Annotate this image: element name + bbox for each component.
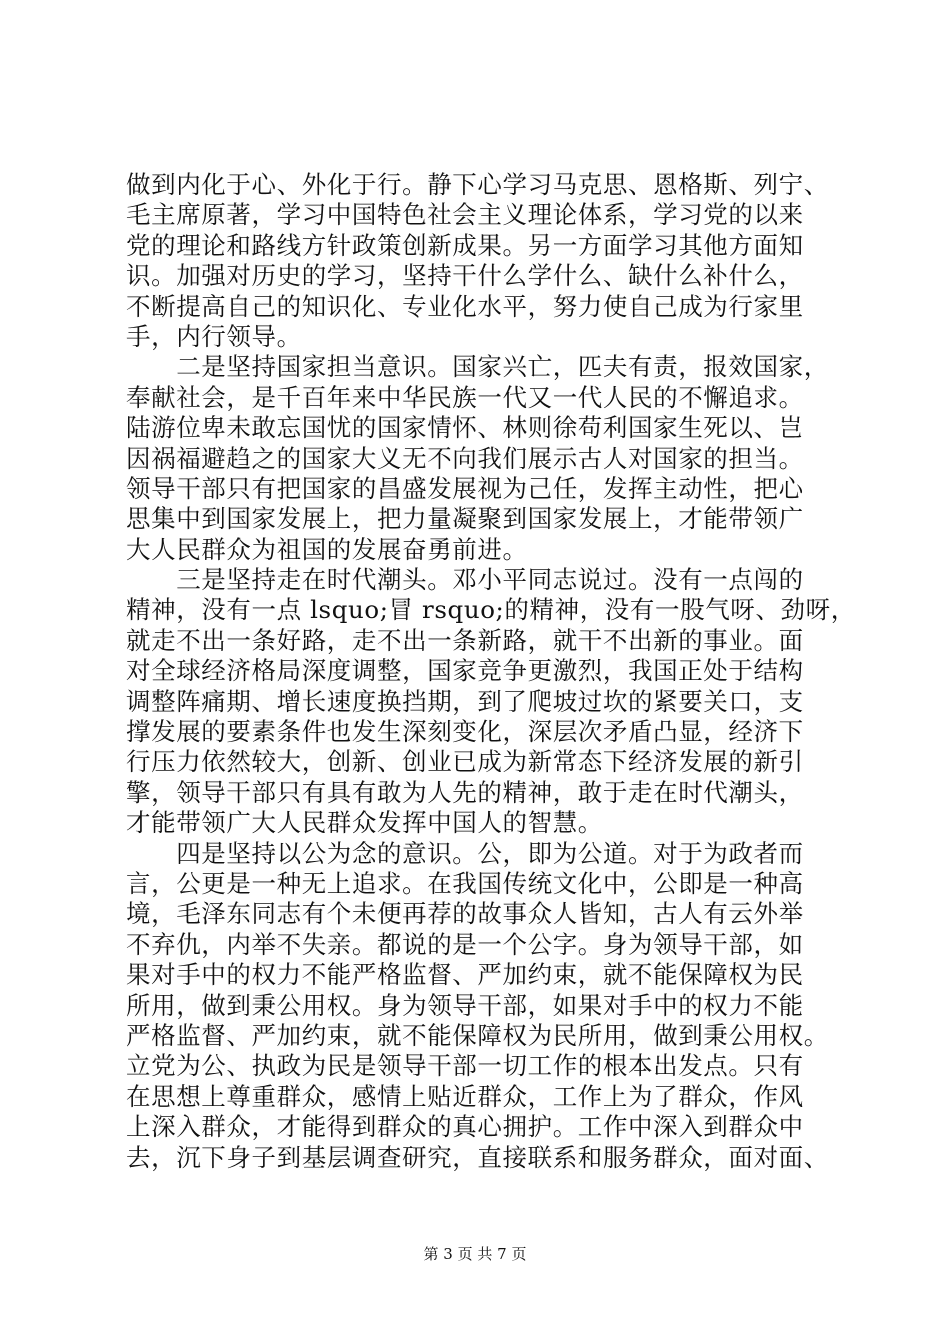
text-line: 擎，领导干部只有具有敢为人先的精神，敢于走在时代潮头， [126, 777, 804, 807]
text-line: 行压力依然较大，创新、创业已成为新常态下经济发展的新引 [126, 747, 804, 777]
text-line: 四是坚持以公为念的意识。公，即为公道。对于为政者而 [126, 838, 804, 868]
text-line: 果对手中的权力不能严格监督、严加约束，就不能保障权为民 [126, 960, 804, 990]
text-line: 去，沉下身子到基层调查研究，直接联系和服务群众，面对面、 [126, 1142, 829, 1172]
text-line: 党的理论和路线方针政策创新成果。另一方面学习其他方面知 [126, 230, 804, 260]
text-line: 陆游位卑未敢忘国忧的国家情怀、林则徐苟利国家生死以、岂 [126, 413, 804, 443]
text-line: 领导干部只有把国家的昌盛发展视为己任，发挥主动性，把心 [126, 473, 804, 503]
text-line: 毛主席原著，学习中国特色社会主义理论体系，学习党的以来 [126, 200, 804, 230]
text-line: 立党为公、执政为民是领导干部一切工作的根本出发点。只有 [126, 1051, 804, 1081]
text-line: 撑发展的要素条件也发生深刻变化，深层次矛盾凸显，经济下 [126, 717, 804, 747]
text-line: 大人民群众为祖国的发展奋勇前进。 [126, 534, 528, 564]
text-line: 三是坚持走在时代潮头。邓小平同志说过。没有一点闯的 [126, 565, 804, 595]
text-line: 做到内化于心、外化于行。静下心学习马克思、恩格斯、列宁、 [126, 170, 829, 199]
text-line: 对全球经济格局深度调整，国家竞争更激烈，我国正处于结构 [126, 656, 804, 686]
text-line: 因祸福避趋之的国家大义无不向我们展示古人对国家的担当。 [126, 443, 804, 473]
text-line: 所用，做到秉公用权。身为领导干部，如果对手中的权力不能 [126, 990, 804, 1020]
page-number-footer: 第 3 页 共 7 页 [423, 1245, 527, 1263]
text-line: 思集中到国家发展上，把力量凝聚到国家发展上，才能带领广 [126, 504, 804, 534]
text-line: 不断提高自己的知识化、专业化水平，努力使自己成为行家里 [126, 291, 804, 321]
text-line: 奉献社会，是千百年来中华民族一代又一代人民的不懈追求。 [126, 382, 804, 412]
text-line: 手，内行领导。 [126, 321, 302, 351]
text-line: 严格监督、严加约束，就不能保障权为民所用，做到秉公用权。 [126, 1020, 829, 1050]
text-line: 言，公更是一种无上追求。在我国传统文化中，公即是一种高 [126, 868, 804, 898]
text-line: 不弃仇，内举不失亲。都说的是一个公字。身为领导干部，如 [126, 929, 804, 959]
text-line: 调整阵痛期、增长速度换挡期，到了爬坡过坎的紧要关口，支 [126, 686, 804, 716]
text-line: 才能带领广大人民群众发挥中国人的智慧。 [126, 808, 603, 838]
text-line: 就走不出一条好路，走不出一条新路，就干不出新的事业。面 [126, 625, 804, 655]
text-line: 上深入群众，才能得到群众的真心拥护。工作中深入到群众中 [126, 1112, 804, 1142]
text-line: 境，毛泽东同志有个未便再荐的故事众人皆知，古人有云外举 [126, 899, 804, 929]
text-line: 识。加强对历史的学习，坚持干什么学什么、缺什么补什么， [126, 261, 804, 291]
body-text [126, 170, 856, 1173]
text-line: 在思想上尊重群众，感情上贴近群众，工作上为了群众，作风 [126, 1081, 804, 1111]
text-line: 精神，没有一点 lsquo;冒 rsquo;的精神，没有一股气呀、劲呀， [126, 595, 856, 625]
text-line: 二是坚持国家担当意识。国家兴亡，匹夫有责，报效国家， [126, 352, 829, 382]
